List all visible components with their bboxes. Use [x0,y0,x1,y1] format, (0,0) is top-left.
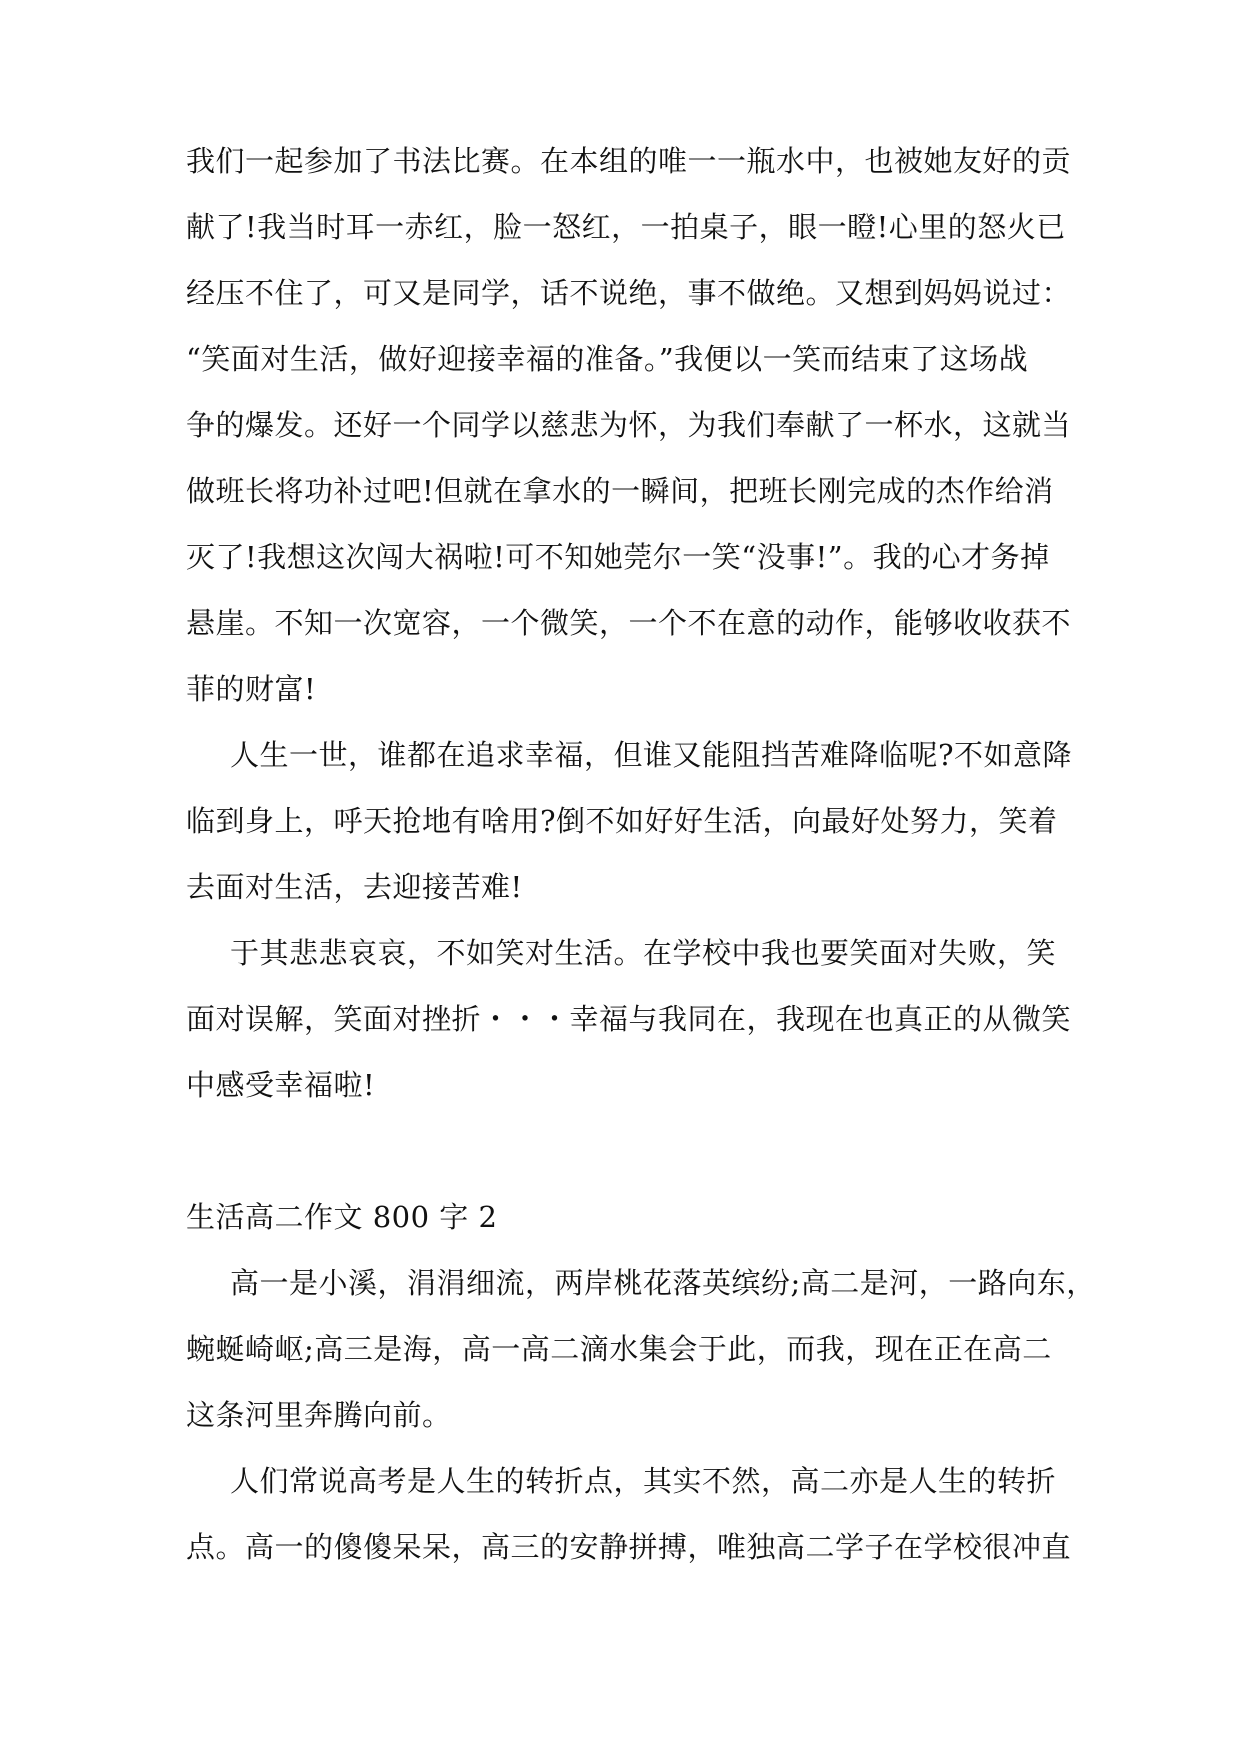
text-line: 于其悲悲哀哀，不如笑对生活。在学校中我也要笑面对失败，笑 [230,936,1057,970]
text-line: 菲的财富! [186,672,317,706]
spacer [186,1118,1066,1184]
text-line: 人生一世，谁都在追求幸福，但谁又能阻挡苦难降临呢?不如意降 [230,738,1073,772]
document-body [186,128,1096,1580]
paragraph [186,920,1072,1118]
text-line: 经压不住了，可又是同学，话不说绝，事不做绝。又想到妈妈说过： [186,276,1072,310]
text-line: 点。高一的傻傻呆呆，高三的安静拼搏，唯独高二学子在学校很冲直 [186,1530,1072,1564]
section-title: 生活高二作文 800 字 2 [186,1200,498,1234]
paragraph [186,1448,1072,1580]
text-line: 临到身上，呼天抢地有啥用?倒不如好好生活，向最好处努力，笑着 [186,804,1058,838]
text-line: 献了!我当时耳一赤红，脸一怒红，一拍桌子，眼一瞪!心里的怒火已 [186,210,1066,244]
text-line: 做班长将功补过吧!但就在拿水的一瞬间，把班长刚完成的杰作给消 [186,474,1054,508]
text-line: 我们一起参加了书法比赛。在本组的唯一一瓶水中，也被她友好的贡 [186,144,1072,178]
text-line: 高一是小溪，涓涓细流，两岸桃花落英缤纷;高二是河，一路向东， [230,1266,1096,1300]
text-line: 人们常说高考是人生的转折点，其实不然，高二亦是人生的转折 [230,1464,1057,1498]
paragraph [186,722,1073,920]
text-line: 蜿蜒崎岖;高三是海，高一高二滴水集会于此，而我，现在正在高二 [186,1332,1052,1366]
text-line: 面对误解，笑面对挫折・・・幸福与我同在，我现在也真正的从微笑 [186,1002,1072,1036]
text-line: 争的爆发。还好一个同学以慈悲为怀，为我们奉献了一杯水，这就当 [186,408,1072,442]
paragraph [186,1250,1096,1448]
text-line: 中感受幸福啦! [186,1068,376,1102]
text-line: “笑面对生活，做好迎接幸福的准备。”我便以一笑而结束了这场战 [186,342,1029,376]
text-line: 悬崖。不知一次宽容，一个微笑，一个不在意的动作，能够收收获不 [186,606,1072,640]
text-line: 去面对生活，去迎接苦难! [186,870,523,904]
text-line: 灭了!我想这次闯大祸啦!可不知她莞尔一笑“没事!”。我的心才务掉 [186,540,1050,574]
text-line: 这条河里奔腾向前。 [186,1398,452,1432]
paragraph [186,128,1072,722]
